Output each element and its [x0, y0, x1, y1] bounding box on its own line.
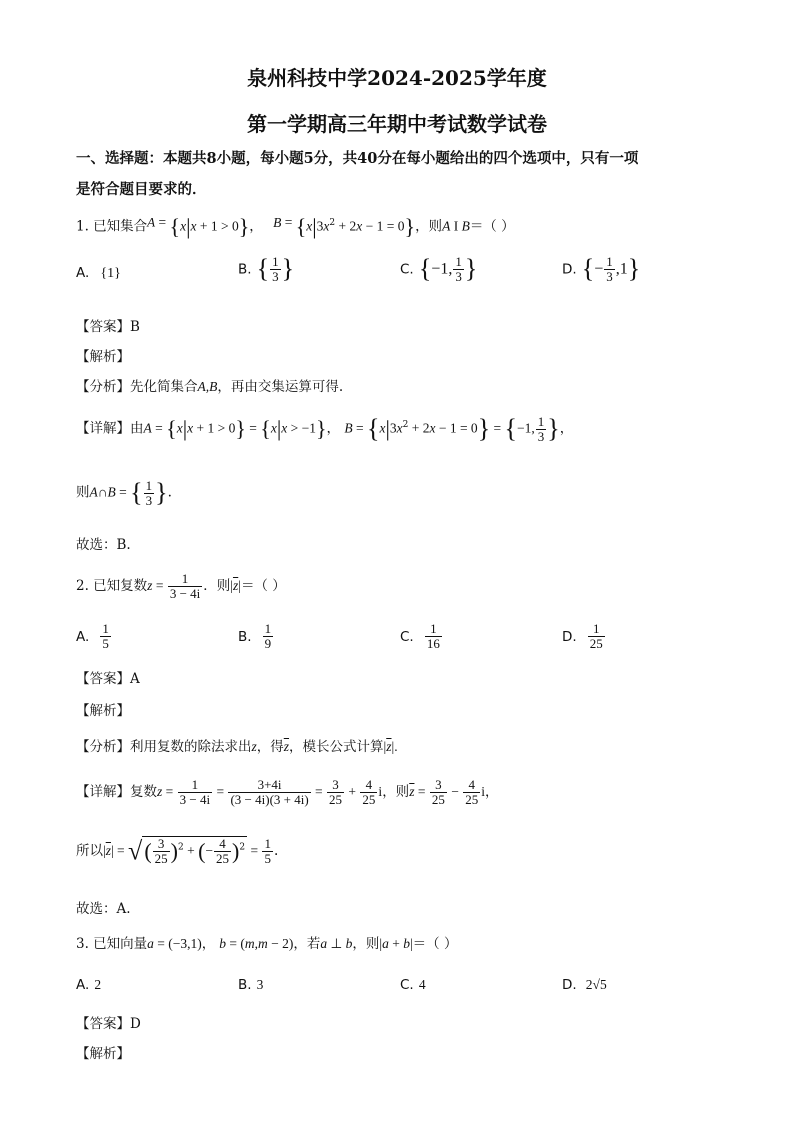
q1-option-c[interactable]: C. {−1, $\frac{1}{3}$ } — [400, 253, 478, 284]
q3-stem: 3. 已知向量a = (−3,1)， b = (m,m − 2)，若a ⊥ b，则|a + b|＝（ ） — [76, 936, 458, 952]
q1-answer: 【答案】B — [76, 319, 140, 335]
q2-fenxi: 【分析】利用复数的除法求出z，得$\overline{z}$，模长公式计算$|\overline{z}|$. — [76, 739, 398, 755]
q2-detail: 【详解】复数z = $\frac{1}{3 - 4i}$ = $\frac{3+4i}{(3 - 4i)(3 + 4i)}$ = $\frac{3}{25}$ + $\frac{4}{25}$ i，则$\overline{z}$ = $\frac{3}{25}$ − $\frac{4}{25}$ i， — [76, 777, 499, 807]
q3-option-b[interactable]: B. 3 — [238, 977, 264, 993]
q2-modulus: 所以$|\overline{z}|$ = √( $\frac{3}{25}$ )$^2$ + (− $\frac{4}{25}$ )$^2$ = $\frac{1}{5}$ . — [76, 836, 279, 866]
title-line-2: 第一学期高三年期中考试数学试卷 — [247, 112, 547, 136]
title-line-1: 泉州科技中学2024-2025学年度 — [247, 66, 547, 90]
q2-option-c[interactable]: C. $\frac{1}{16}$ — [400, 621, 440, 651]
q1-option-b[interactable]: B. { $\frac{1}{3}$ } — [238, 253, 295, 284]
q2-option-d[interactable]: D. $\frac{1}{25}$ — [562, 621, 603, 651]
q2-stem: 2. 已知复数z = $\frac{1}{3 - 4i}$ ．则$|\overline{z}|=$（ ） — [76, 571, 286, 601]
q3-analysis-head: 【解析】 — [76, 1046, 130, 1062]
q2-option-b[interactable]: B. $\frac{1}{9}$ — [238, 621, 272, 651]
q1-option-d[interactable]: D. {− $\frac{1}{3}$ ,1} — [562, 253, 641, 284]
q2-conclusion: 故选：A. — [76, 901, 131, 917]
q3-answer: 【答案】D — [76, 1016, 141, 1032]
section-heading-line-1: 一、选择题：本题共8小题，每小题5分，共40分在每小题给出的四个选项中，只有一项 — [76, 150, 639, 167]
q2-answer: 【答案】A — [76, 671, 140, 687]
q1-analysis-head: 【解析】 — [76, 349, 130, 365]
q1-stem: 1. 已知集合A = {x|x + 1 > 0}， $B = \{x|3x^2 + 2x - 1 = 0\}$，则A I B＝（ ） — [76, 214, 515, 239]
q1-conclusion: 故选：B. — [76, 537, 131, 553]
q3-option-d[interactable]: D. 2√5 — [562, 977, 607, 993]
q1-fenxi: 【分析】先化简集合A,B，再由交集运算可得. — [76, 379, 344, 395]
q3-option-c[interactable]: C. 4 — [400, 977, 426, 993]
q2-analysis-head: 【解析】 — [76, 703, 130, 719]
q1-detail: 【详解】由A = {x|x + 1 > 0} = {x|x > −1}， $B = \{x|3x^2 + 2x - 1 = 0\} = \{-1$, $\frac{1}{3}$ }， — [76, 413, 574, 444]
q1-result: 则A∩B = { $\frac{1}{3}$ }. — [76, 477, 172, 508]
section-heading-line-2: 是符合题目要求的． — [76, 181, 207, 198]
q3-option-a[interactable]: A. 2 — [76, 977, 102, 993]
q2-option-a[interactable]: A. $\frac{1}{5}$ — [76, 621, 109, 651]
q1-option-a[interactable]: A. {1} — [76, 265, 121, 281]
